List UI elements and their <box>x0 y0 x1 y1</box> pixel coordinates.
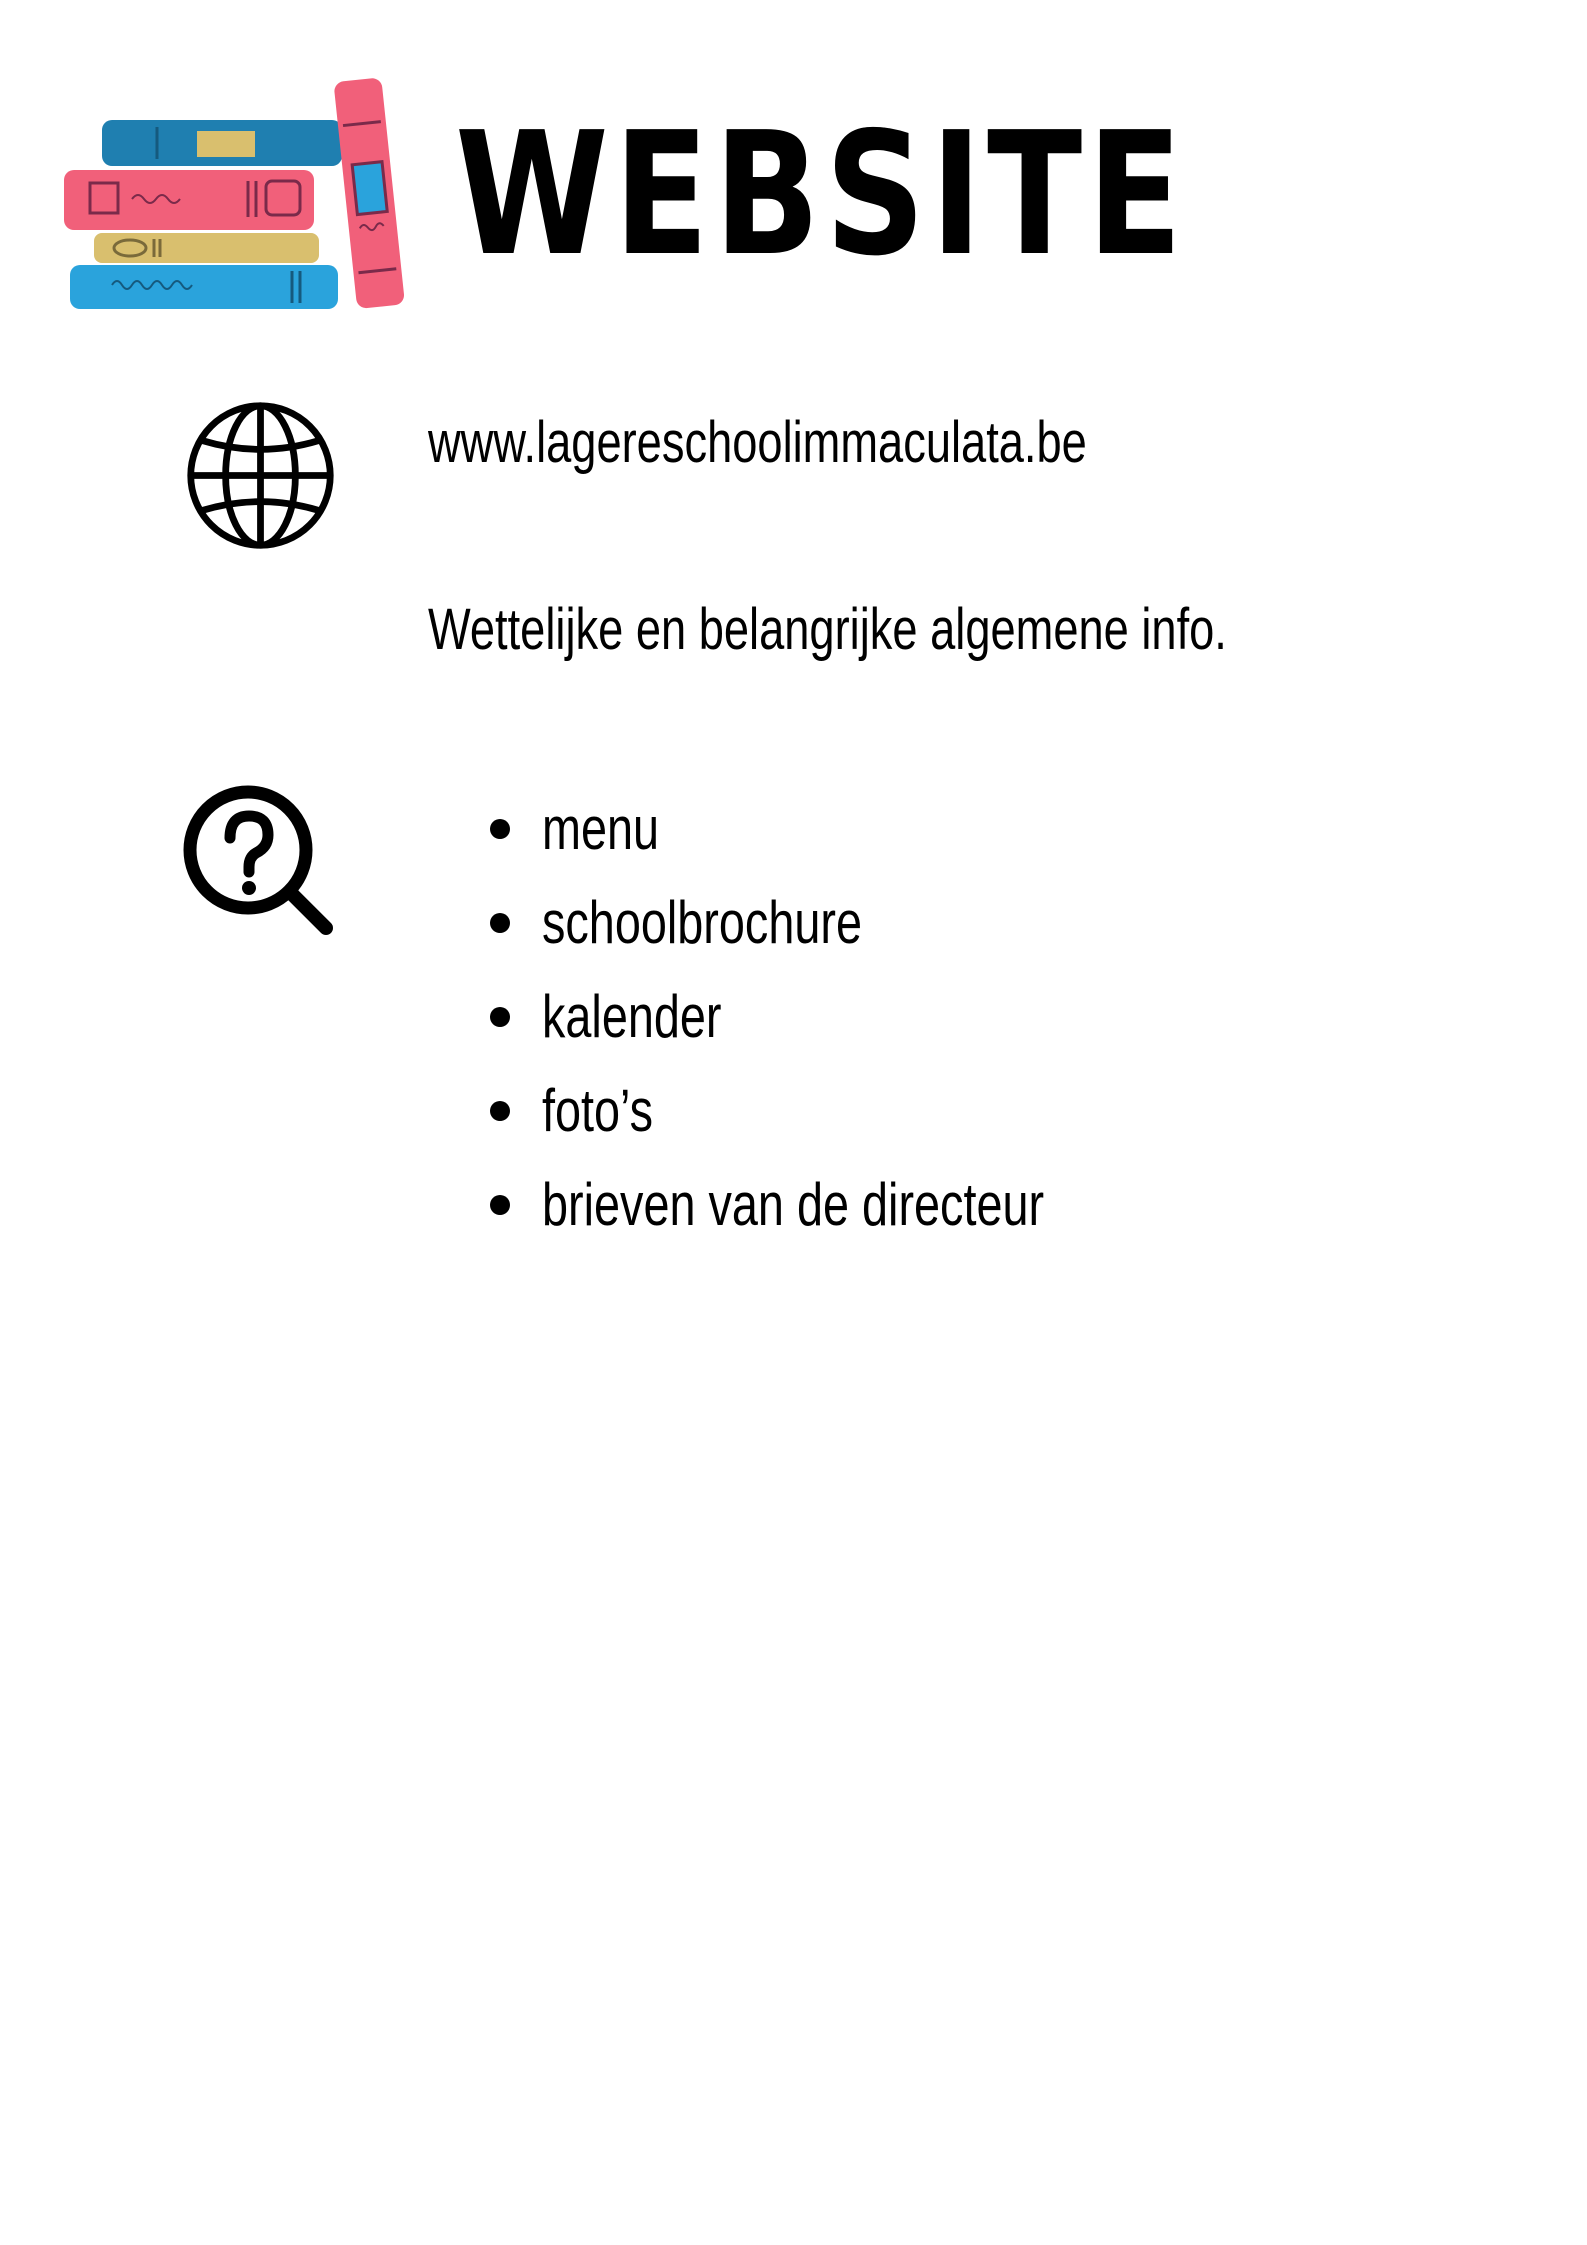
bullet-icon <box>490 819 510 839</box>
website-url[interactable]: www.lagereschoolimmaculata.be <box>428 410 1087 475</box>
list-item <box>490 876 1186 970</box>
book-stack-icon <box>62 75 432 310</box>
list-item-label: schoolbrochure <box>542 889 862 956</box>
globe-icon <box>183 398 338 553</box>
list-item <box>490 1158 1186 1252</box>
list-item <box>490 1064 1186 1158</box>
list-item-label: menu <box>542 795 660 862</box>
list-item <box>490 782 1186 876</box>
list-item-label: foto’s <box>542 1077 654 1144</box>
bullet-icon <box>490 1101 510 1121</box>
list-item <box>490 970 1186 1064</box>
website-description: Wettelijke en belangrijke algemene info. <box>428 597 1227 662</box>
website-contents-list <box>490 782 1186 1252</box>
page-title: WEBSITE <box>455 96 1188 294</box>
bullet-icon <box>490 1007 510 1027</box>
list-item-label: kalender <box>542 983 722 1050</box>
list-item-label: brieven van de directeur <box>542 1171 1045 1238</box>
bullet-icon <box>490 1195 510 1215</box>
search-question-icon <box>178 780 338 940</box>
bullet-icon <box>490 913 510 933</box>
